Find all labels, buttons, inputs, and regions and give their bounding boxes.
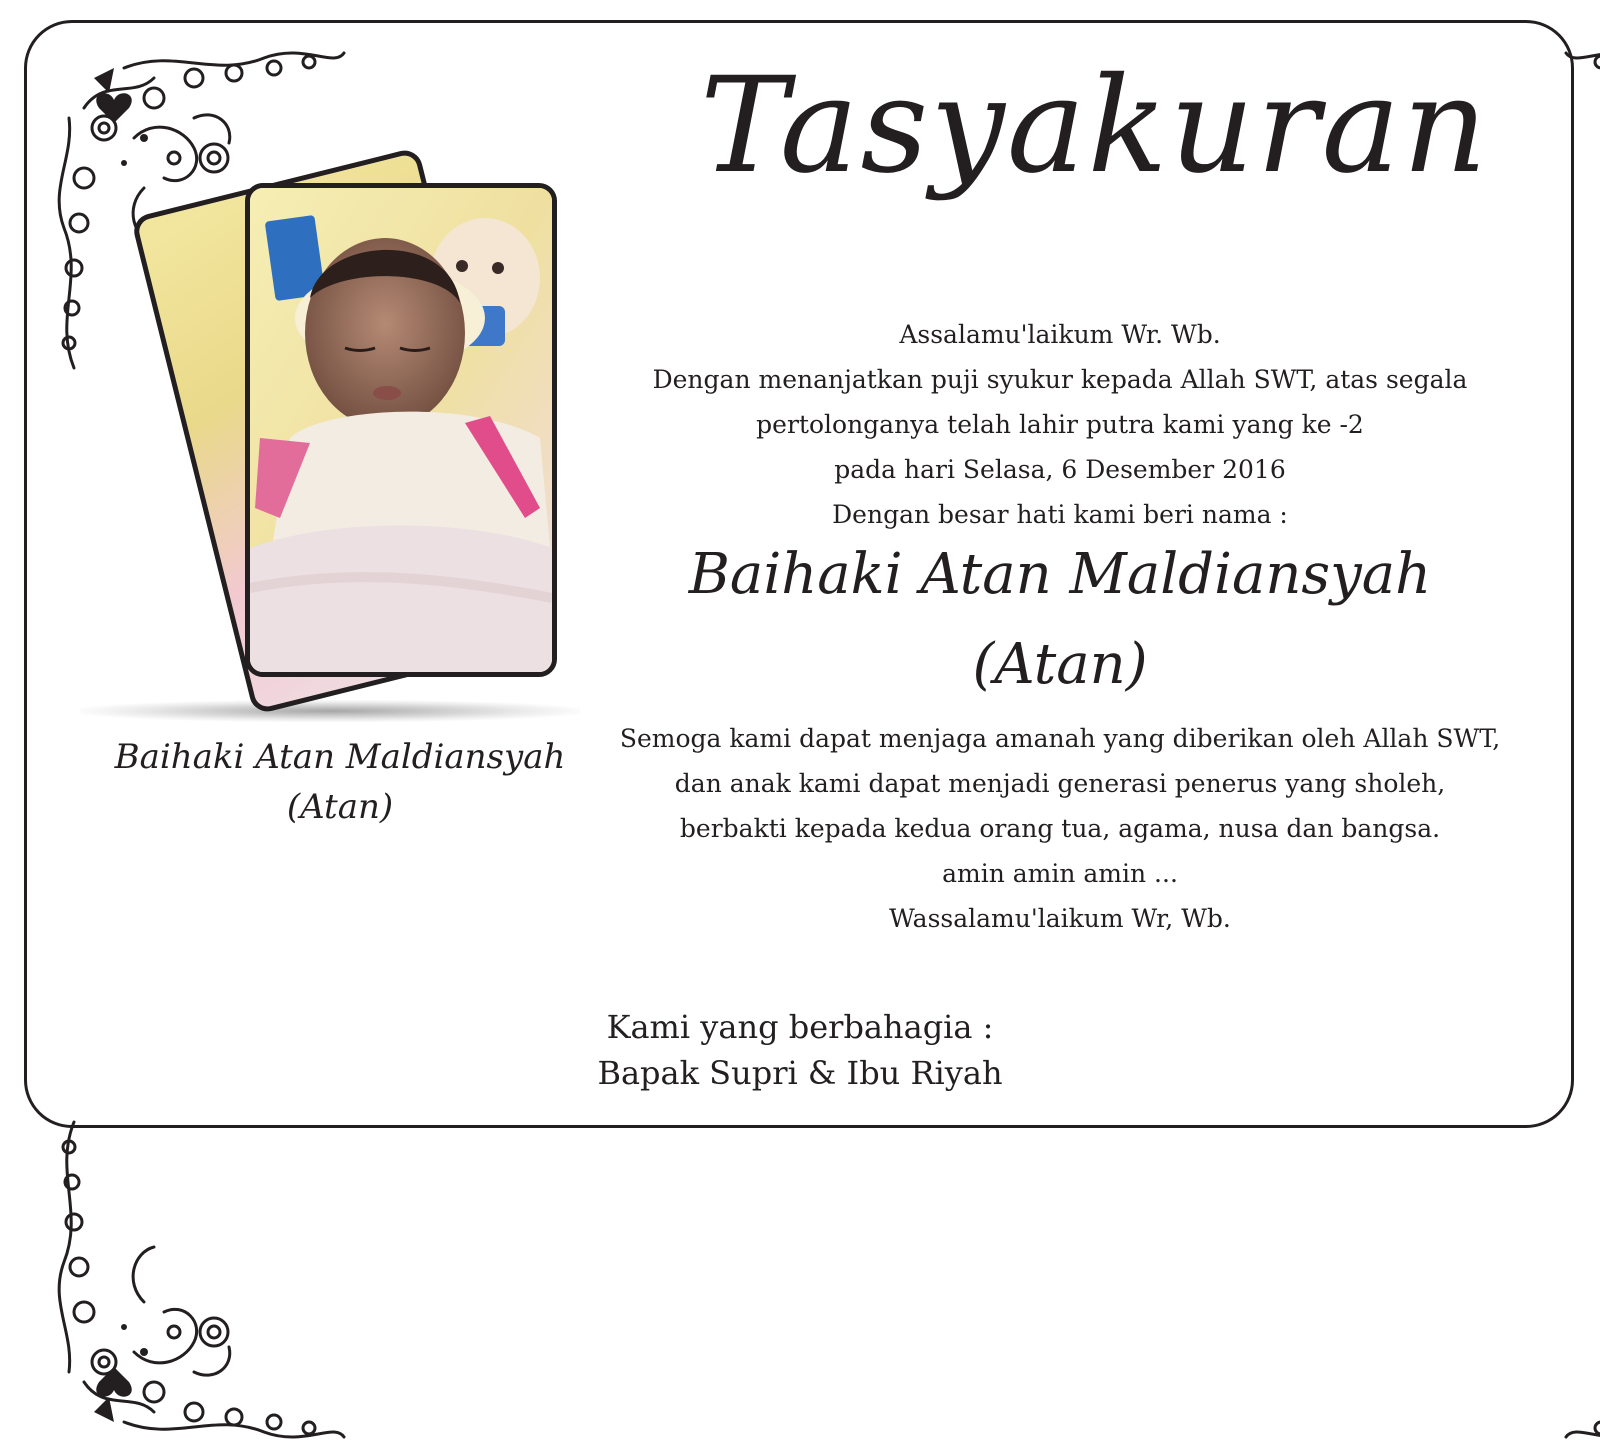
signoff [500,1004,1100,1096]
photo-caption-name: Baihaki Atan Maldiansyah [114,737,566,777]
corner-ornament-bottom-right [1556,1112,1600,1452]
intro-line: Dengan menanjatkan puji syukur kepada Allah SWT, atas segala [652,365,1468,394]
signoff-line: Kami yang berbahagia : [606,1008,994,1046]
invitation-title: Tasyakuran [700,49,1490,203]
prayer-line: amin amin amin ... [942,859,1178,888]
intro-line: pertolonganya telah lahir putra kami yang ke -2 [756,410,1364,439]
prayer-text [590,716,1530,941]
prayer-line: dan anak kami dapat menjadi generasi penerus yang sholeh, [674,769,1446,798]
baby-photo [245,183,557,677]
intro-line: Dengan besar hati kami beri nama : [832,500,1288,529]
prayer-line: Semoga kami dapat menjaga amanah yang diberikan oleh Allah SWT, [619,724,1501,753]
intro-line: Assalamu'laikum Wr. Wb. [899,320,1221,349]
corner-ornament-bottom-left [44,1112,354,1452]
baby-name: Baihaki Atan Maldiansyah [688,542,1432,607]
prayer-line: Wassalamu'laikum Wr, Wb. [889,904,1231,933]
prayer-line: berbakti kepada kedua orang tua, agama, nusa dan bangsa. [679,814,1441,843]
baby-photo-illustration [250,188,552,672]
baby-nickname: (Atan) [972,632,1148,697]
photo-caption [100,732,580,832]
intro-text [590,312,1530,537]
photo-shadow [80,700,580,722]
intro-line: pada hari Selasa, 6 Desember 2016 [834,455,1286,484]
signoff-parents: Bapak Supri & Ibu Riyah [597,1054,1003,1092]
photo-caption-nickname: (Atan) [286,787,394,827]
corner-ornament-top-right [1556,38,1600,378]
